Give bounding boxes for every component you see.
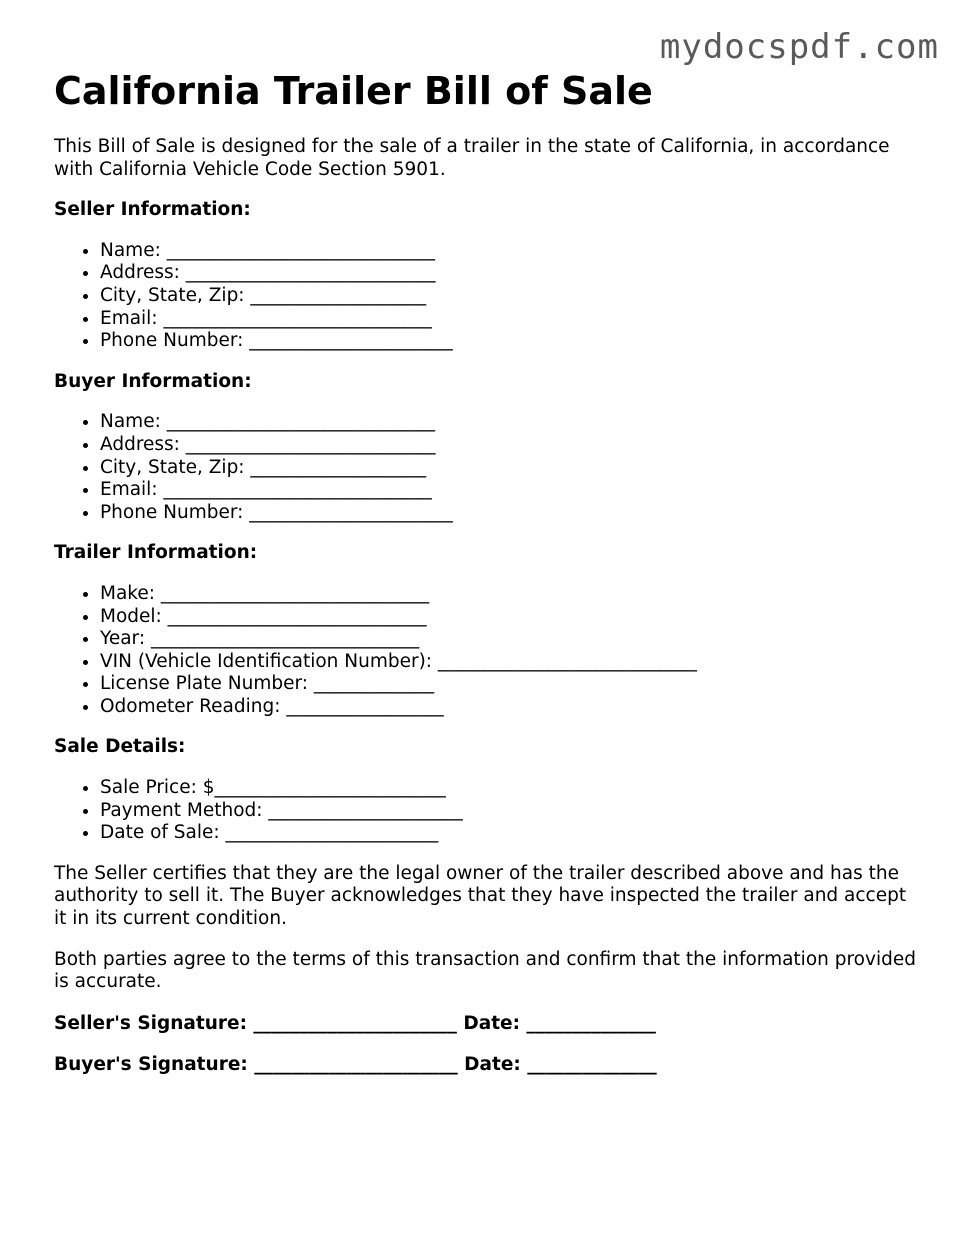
seller-email-field: • Email: _____________________________ <box>100 308 924 331</box>
page-title: California Trailer Bill of Sale <box>54 69 653 113</box>
seller-signature-line: Seller's Signature: ______________________ Date: ______________ <box>54 1012 656 1034</box>
seller-field-list <box>54 240 924 353</box>
buyer-field-list <box>54 411 924 524</box>
date-of-sale-field: • Date of Sale: _______________________ <box>100 822 924 845</box>
trailer-make-field: • Make: _____________________________ <box>100 583 924 606</box>
agreement-paragraph: Both parties agree to the terms of this transaction and confirm that the information provided is accurate. <box>54 948 916 993</box>
trailer-year-field: • Year: _____________________________ <box>100 628 924 651</box>
trailer-section-heading: Trailer Information: <box>54 542 258 564</box>
trailer-license-plate-field: • License Plate Number: _____________ <box>100 673 924 696</box>
buyer-section-heading: Buyer Information: <box>54 370 252 392</box>
buyer-signature-line: Buyer's Signature: ______________________ Date: ______________ <box>54 1054 657 1076</box>
document-page <box>54 66 924 1077</box>
trailer-field-list <box>54 583 924 719</box>
seller-address-field: • Address: ___________________________ <box>100 262 924 285</box>
buyer-email-field: • Email: _____________________________ <box>100 479 924 502</box>
trailer-odometer-field: • Odometer Reading: _________________ <box>100 696 924 719</box>
payment-method-field: • Payment Method: _____________________ <box>100 800 924 823</box>
sale-section-heading: Sale Details: <box>54 736 186 758</box>
certification-paragraph: The Seller certifies that they are the legal owner of the trailer described above and has the authority to sell it. The Buyer acknowledges that they have inspected the trailer and accept it in its current condition. <box>54 862 907 930</box>
seller-name-field: • Name: _____________________________ <box>100 240 924 263</box>
seller-city-state-zip-field: • City, State, Zip: ___________________ <box>100 285 924 308</box>
sale-price-field: • Sale Price: $_________________________ <box>100 777 924 800</box>
buyer-name-field: • Name: _____________________________ <box>100 411 924 434</box>
buyer-address-field: • Address: ___________________________ <box>100 434 924 457</box>
seller-phone-field: • Phone Number: ______________________ <box>100 330 924 353</box>
trailer-vin-field: • VIN (Vehicle Identification Number): ____________________________ <box>100 651 924 674</box>
sale-field-list <box>54 777 924 845</box>
intro-paragraph: This Bill of Sale is designed for the sale of a trailer in the state of California, in accordance with California Vehicle Code Section 5901. <box>54 136 890 180</box>
buyer-phone-field: • Phone Number: ______________________ <box>100 502 924 525</box>
watermark-text: mydocspdf.com <box>659 27 939 67</box>
buyer-city-state-zip-field: • City, State, Zip: ___________________ <box>100 457 924 480</box>
seller-section-heading: Seller Information: <box>54 199 251 221</box>
trailer-model-field: • Model: ____________________________ <box>100 606 924 629</box>
